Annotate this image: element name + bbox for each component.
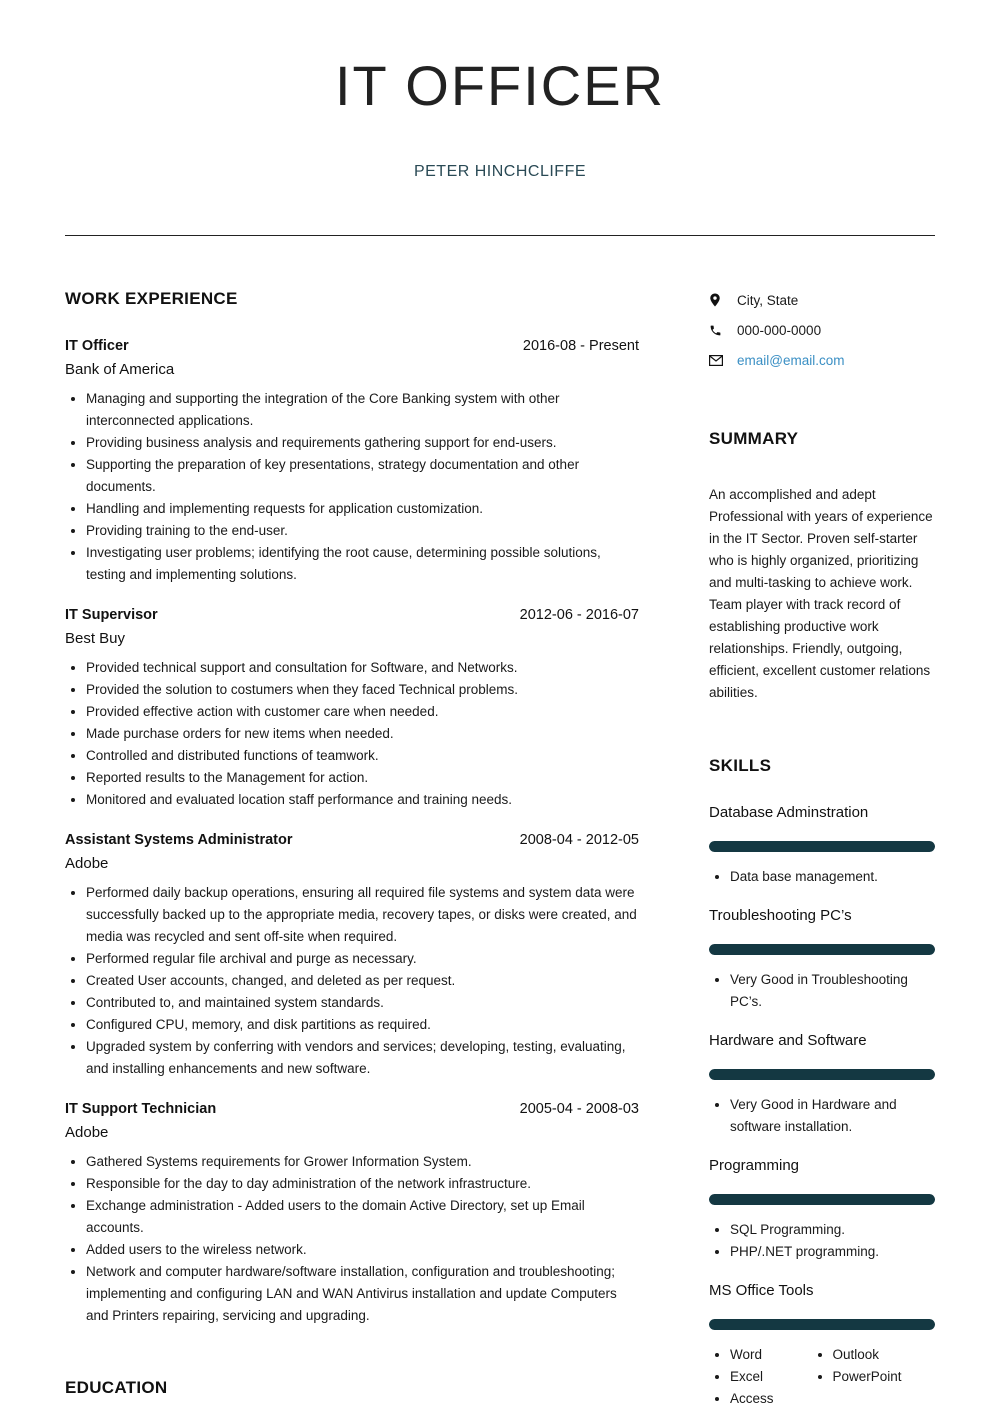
- list-item: • Network and computer hardware/software installation, configuration and troubleshooting; implementing and configuring LAN and WAN Antivirus installation and update Computers and Printers repairing, servicing and upgrading.: [86, 1261, 639, 1327]
- skill-level-fill: [709, 1194, 935, 1205]
- right-column: [709, 285, 935, 1410]
- skill-level-bar: [709, 1194, 935, 1205]
- list-item: • Performed daily backup operations, ensuring all required file systems and system data were successfully backed up to the appropriate media, recovery tapes, or disks were created, and media was recycled and sent off-site when required.: [86, 882, 639, 948]
- contact-email: [709, 345, 935, 375]
- list-item: • Outlook: [833, 1344, 936, 1366]
- email-link[interactable]: email@email.com: [737, 352, 845, 368]
- skill-name: Programming: [709, 1157, 800, 1174]
- list-item: • Monitored and evaluated location staff performance and training needs.: [86, 789, 639, 811]
- summary-heading: SUMMARY: [709, 429, 799, 448]
- list-item: • Provided effective action with customer care when needed.: [86, 701, 639, 723]
- job-bullets: [65, 882, 639, 1080]
- job-header: [65, 336, 639, 356]
- skill-level-fill: [709, 944, 935, 955]
- skill-level-bar: [709, 1319, 935, 1330]
- job-dates: 2016-08 - Present: [522, 338, 639, 354]
- list-item: • Provided the solution to costumers when they faced Technical problems.: [86, 679, 639, 701]
- skill-entry: [709, 1281, 935, 1410]
- list-item: • Exchange administration - Added users to the domain Active Directory, set up Email accounts.: [86, 1195, 639, 1239]
- skill-notes: [709, 866, 935, 888]
- skill-entry: [709, 906, 935, 1013]
- company-name: Bank of America: [65, 361, 175, 378]
- skill-level-fill: [709, 1319, 935, 1330]
- list-item: • Handling and implementing requests for application customization.: [86, 498, 639, 520]
- list-item: • Provided technical support and consultation for Software, and Networks.: [86, 657, 639, 679]
- skill-name: Troubleshooting PC’s: [709, 907, 852, 924]
- candidate-name: PETER HINCHCLIFFE: [413, 163, 587, 180]
- job-title: Assistant Systems Administrator: [65, 832, 293, 848]
- list-item: • Responsible for the day to day administration of the network infrastructure.: [86, 1173, 639, 1195]
- list-item: • Created User accounts, changed, and deleted as per request.: [86, 970, 639, 992]
- list-item: • Controlled and distributed functions of teamwork.: [86, 745, 639, 767]
- location-text: City, State: [737, 292, 799, 308]
- skill-notes: [709, 1344, 935, 1410]
- header-divider: [65, 235, 935, 236]
- phone-text: 000-000-0000: [737, 322, 822, 338]
- list-item: • PowerPoint: [833, 1366, 936, 1388]
- work-experience-heading: WORK EXPERIENCE: [65, 289, 238, 308]
- list-item: • Configured CPU, memory, and disk partitions as required.: [86, 1014, 639, 1036]
- job-header: [65, 605, 639, 625]
- envelope-icon: [709, 355, 737, 366]
- company-name: Adobe: [65, 1124, 109, 1141]
- list-item: • Contributed to, and maintained system standards.: [86, 992, 639, 1014]
- list-item: • Word: [730, 1344, 833, 1366]
- list-item: • Investigating user problems; identifying the root cause, determining possible solutions, testing and implementing solutions.: [86, 542, 639, 586]
- company-name: Best Buy: [65, 630, 126, 647]
- list-item: • Added users to the wireless network.: [86, 1239, 639, 1261]
- resume-title: IT OFFICER: [334, 54, 666, 117]
- job-dates: 2008-04 - 2012-05: [519, 832, 639, 848]
- list-item: • Very Good in Troubleshooting PC’s.: [730, 969, 935, 1013]
- job-bullets: [65, 388, 639, 586]
- skill-entry: [709, 803, 935, 888]
- skill-level-fill: [709, 841, 935, 852]
- list-item: • Very Good in Hardware and software installation.: [730, 1094, 935, 1138]
- contact-location: [709, 285, 935, 315]
- job-entry: [65, 605, 639, 811]
- list-item: • Upgraded system by conferring with vendors and services; developing, testing, evaluating, and installing enhancements and new software.: [86, 1036, 639, 1080]
- company-name: Adobe: [65, 855, 109, 872]
- skill-name: Database Adminstration: [709, 804, 869, 821]
- list-item: • SQL Programming.: [730, 1219, 935, 1241]
- skill-level-bar: [709, 841, 935, 852]
- list-item: • Supporting the preparation of key presentations, strategy documentation and other documents.: [86, 454, 639, 498]
- job-title: IT Officer: [65, 338, 129, 354]
- list-item: • Providing business analysis and requirements gathering support for end-users.: [86, 432, 639, 454]
- job-entry: [65, 336, 639, 586]
- skill-level-fill: [709, 1069, 935, 1080]
- job-title: IT Support Technician: [65, 1101, 217, 1117]
- list-item: • Gathered Systems requirements for Grower Information System.: [86, 1151, 639, 1173]
- list-item: • PHP/.NET programming.: [730, 1241, 935, 1263]
- list-item: • Providing training to the end-user.: [86, 520, 639, 542]
- job-header: [65, 1099, 639, 1119]
- education-heading: EDUCATION: [65, 1378, 168, 1397]
- skill-level-bar: [709, 944, 935, 955]
- list-item: • Made purchase orders for new items when needed.: [86, 723, 639, 745]
- list-item: • Reported results to the Management for action.: [86, 767, 639, 789]
- skill-name: MS Office Tools: [709, 1282, 814, 1299]
- job-entry: [65, 1099, 639, 1327]
- job-header: [65, 830, 639, 850]
- skill-entry: [709, 1156, 935, 1263]
- skill-level-bar: [709, 1069, 935, 1080]
- skill-notes: [709, 969, 935, 1013]
- job-dates: 2005-04 - 2008-03: [519, 1101, 639, 1117]
- job-entry: [65, 830, 639, 1080]
- skill-entry: [709, 1031, 935, 1138]
- job-bullets: [65, 1151, 639, 1327]
- summary-text: An accomplished and adept Professional with years of experience in the IT Sector. Proven self-starter who is highly organized, prioritizing and multi-tasking to achieve work. Team player with track record of establishing productive work relationships. Friendly, outgoing, efficient, excellent customer relations abilities.: [709, 487, 933, 700]
- skill-notes: [709, 1219, 935, 1263]
- list-item: • Access: [730, 1388, 833, 1410]
- phone-icon: [709, 324, 737, 337]
- list-item: • Performed regular file archival and purge as necessary.: [86, 948, 639, 970]
- list-item: • Managing and supporting the integration of the Core Banking system with other interconnected applications.: [86, 388, 639, 432]
- left-column: [65, 288, 639, 1399]
- skill-notes: [709, 1094, 935, 1138]
- job-dates: 2012-06 - 2016-07: [519, 607, 639, 623]
- location-pin-icon: [709, 293, 737, 307]
- list-item: • Excel: [730, 1366, 833, 1388]
- job-title: IT Supervisor: [65, 607, 158, 623]
- skills-heading: SKILLS: [709, 756, 772, 775]
- contact-phone: [709, 315, 935, 345]
- skill-name: Hardware and Software: [709, 1032, 867, 1049]
- job-bullets: [65, 657, 639, 811]
- list-item: • Data base management.: [730, 866, 935, 888]
